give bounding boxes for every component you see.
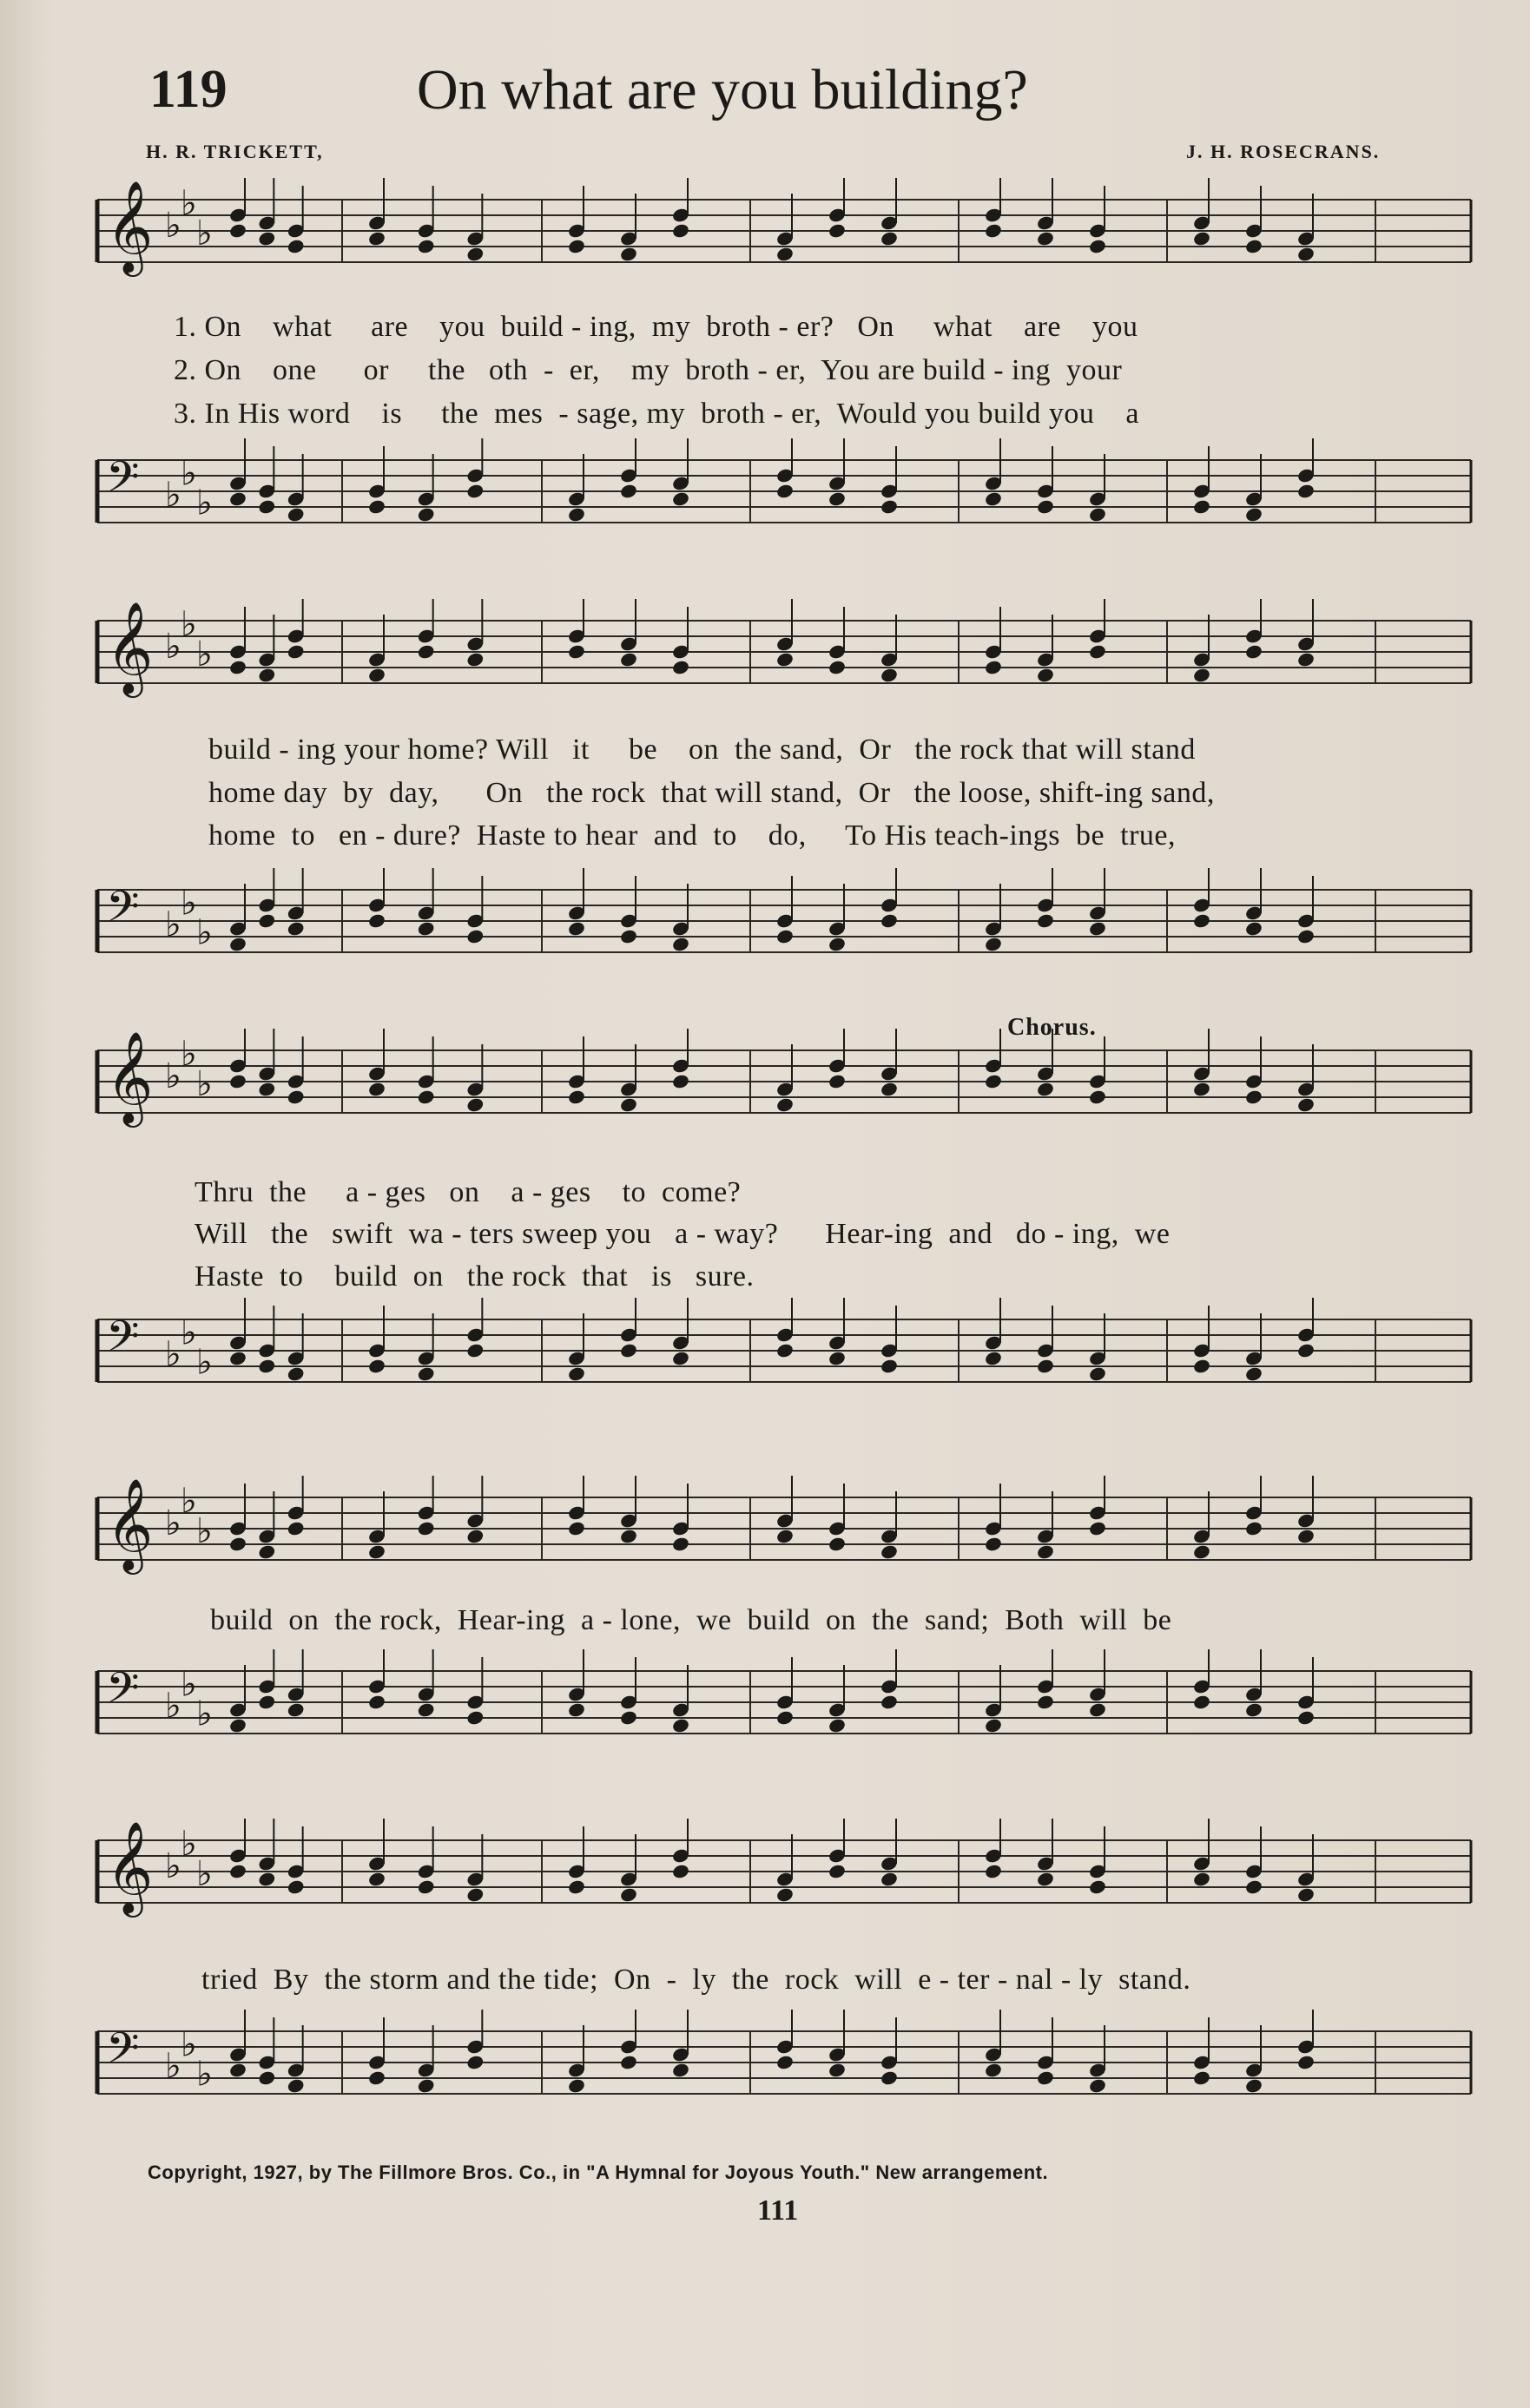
bass-staff-2 bbox=[90, 868, 1476, 998]
flat-icon: ♭ bbox=[181, 183, 197, 224]
note-head bbox=[1088, 1520, 1107, 1536]
note-head bbox=[417, 1701, 436, 1718]
note-head bbox=[1244, 1365, 1263, 1382]
flat-icon: ♭ bbox=[181, 883, 197, 924]
treble-staff-2 bbox=[90, 599, 1476, 729]
note-head bbox=[287, 643, 306, 660]
note-head bbox=[1244, 643, 1263, 660]
note-head bbox=[828, 659, 847, 675]
note-head bbox=[619, 246, 638, 262]
treble-clef-icon: 𝄞 bbox=[106, 1030, 154, 1123]
flat-icon: ♭ bbox=[196, 1853, 213, 1894]
note-head bbox=[828, 222, 847, 239]
note-head bbox=[1296, 2054, 1316, 2070]
note-head bbox=[417, 238, 436, 254]
note-head bbox=[775, 1528, 795, 1544]
note-head bbox=[465, 1709, 485, 1726]
treble-staff-3 bbox=[90, 1029, 1476, 1159]
lyric-line: Haste to build on the rock that is sure. bbox=[195, 1260, 755, 1293]
note-head bbox=[465, 2054, 485, 2070]
flat-icon: ♭ bbox=[165, 475, 181, 516]
note-head bbox=[257, 498, 276, 515]
treble-clef-icon: 𝄞 bbox=[106, 1477, 154, 1570]
note-head bbox=[567, 1365, 586, 1382]
note-head bbox=[287, 1089, 306, 1105]
bass-clef-icon: 𝄢 bbox=[106, 1312, 140, 1372]
hymn-title: On what are you building? bbox=[417, 58, 1028, 122]
note-head bbox=[1296, 1709, 1316, 1726]
note-head bbox=[671, 936, 690, 952]
treble-staff-5 bbox=[90, 1819, 1476, 1949]
flat-icon: ♭ bbox=[181, 1034, 197, 1075]
note-head bbox=[1244, 1701, 1263, 1718]
lyric-line: 1. On what are you build - ing, my broth - er? On what are you bbox=[174, 311, 1138, 343]
note-head bbox=[619, 1886, 638, 1903]
treble-staff-1 bbox=[90, 178, 1476, 308]
note-head bbox=[228, 1717, 247, 1734]
lyric-line: 2. On one or the oth - er, my broth - er, You are build - ing your bbox=[174, 354, 1123, 386]
note-head bbox=[1036, 1871, 1055, 1887]
note-head bbox=[1088, 920, 1107, 937]
note-head bbox=[228, 1863, 247, 1879]
note-head bbox=[619, 1096, 638, 1113]
note-head bbox=[984, 490, 1003, 507]
flat-icon: ♭ bbox=[196, 1510, 213, 1551]
lyric-line: 3. In His word is the mes - sage, my broth - er, Would you build you a bbox=[174, 398, 1139, 430]
note-head bbox=[465, 1342, 485, 1359]
note-head bbox=[1088, 506, 1107, 523]
note-head bbox=[1244, 506, 1263, 523]
note-head bbox=[828, 1536, 847, 1552]
note-head bbox=[287, 1365, 306, 1382]
note-head bbox=[619, 1528, 638, 1544]
flat-icon: ♭ bbox=[196, 912, 213, 953]
note-head bbox=[1192, 2069, 1211, 2086]
note-head bbox=[228, 222, 247, 239]
flat-icon: ♭ bbox=[196, 634, 213, 674]
note-head bbox=[880, 1871, 899, 1887]
note-head bbox=[1192, 1358, 1211, 1374]
bass-staff-4 bbox=[90, 1649, 1476, 1780]
copyright-notice: Copyright, 1927, by The Fillmore Bros. Co., in "A Hymnal for Joyous Youth." New arrangement. bbox=[148, 2161, 1049, 2183]
note-head bbox=[1244, 1089, 1263, 1105]
note-head bbox=[1088, 2077, 1107, 2094]
note-head bbox=[228, 1536, 247, 1552]
note-head bbox=[287, 238, 306, 254]
note-head bbox=[1036, 1694, 1055, 1710]
note-head bbox=[775, 1342, 795, 1359]
flat-icon: ♭ bbox=[196, 2054, 213, 2095]
flat-icon: ♭ bbox=[181, 1824, 197, 1865]
note-head bbox=[257, 1081, 276, 1097]
note-head bbox=[1296, 928, 1316, 944]
note-head bbox=[567, 643, 586, 660]
hymn-number: 119 bbox=[149, 60, 228, 119]
note-head bbox=[671, 1073, 690, 1089]
note-head bbox=[984, 2062, 1003, 2078]
note-head bbox=[828, 1863, 847, 1879]
note-head bbox=[1088, 643, 1107, 660]
note-head bbox=[417, 643, 436, 660]
flat-icon: ♭ bbox=[181, 1664, 197, 1705]
note-head bbox=[257, 667, 276, 683]
note-head bbox=[257, 2069, 276, 2086]
lyric-line: build - ing your home? Will it be on the sand, Or the rock that will stand bbox=[208, 734, 1196, 766]
note-head bbox=[984, 1863, 1003, 1879]
note-head bbox=[984, 1350, 1003, 1366]
note-head bbox=[1088, 1089, 1107, 1105]
note-head bbox=[828, 1717, 847, 1734]
note-head bbox=[567, 506, 586, 523]
flat-icon: ♭ bbox=[165, 2046, 181, 2087]
note-head bbox=[1192, 1543, 1211, 1560]
bass-clef-icon: 𝄢 bbox=[106, 882, 140, 943]
note-head bbox=[619, 483, 638, 499]
note-head bbox=[1088, 1878, 1107, 1895]
note-head bbox=[367, 1081, 386, 1097]
flat-icon: ♭ bbox=[196, 1342, 213, 1383]
note-head bbox=[671, 1350, 690, 1366]
note-head bbox=[1036, 498, 1055, 515]
note-head bbox=[465, 246, 485, 262]
note-head bbox=[619, 1709, 638, 1726]
note-head bbox=[1192, 230, 1211, 247]
note-head bbox=[367, 1694, 386, 1710]
bass-staff-3 bbox=[90, 1298, 1476, 1428]
flat-icon: ♭ bbox=[165, 905, 181, 945]
bass-staff-5 bbox=[90, 2010, 1476, 2140]
note-head bbox=[880, 1081, 899, 1097]
composer-credit: J. H. ROSECRANS. bbox=[1186, 141, 1381, 162]
note-head bbox=[567, 2077, 586, 2094]
note-head bbox=[367, 2069, 386, 2086]
lyric-line: Will the swift wa - ters sweep you a - way? Hear-ing and do - ing, we bbox=[195, 1218, 1171, 1250]
note-head bbox=[1244, 1878, 1263, 1895]
note-head bbox=[984, 1536, 1003, 1552]
note-head bbox=[567, 1878, 586, 1895]
note-head bbox=[880, 1358, 899, 1374]
note-head bbox=[1296, 483, 1316, 499]
note-head bbox=[417, 1365, 436, 1382]
note-head bbox=[1036, 912, 1055, 929]
note-head bbox=[828, 936, 847, 952]
lyric-line: build on the rock, Hear-ing a - lone, we build on the sand; Both will be bbox=[210, 1604, 1172, 1636]
note-head bbox=[257, 1358, 276, 1374]
note-head bbox=[775, 1096, 795, 1113]
note-head bbox=[1244, 2077, 1263, 2094]
note-head bbox=[1192, 1694, 1211, 1710]
note-head bbox=[775, 483, 795, 499]
note-head bbox=[228, 2062, 247, 2078]
note-head bbox=[417, 506, 436, 523]
note-head bbox=[671, 1863, 690, 1879]
note-head bbox=[984, 222, 1003, 239]
note-head bbox=[1244, 1520, 1263, 1536]
note-head bbox=[1296, 246, 1316, 262]
note-head bbox=[828, 1350, 847, 1366]
flat-icon: ♭ bbox=[165, 1334, 181, 1375]
treble-clef-icon: 𝄞 bbox=[106, 1820, 154, 1913]
note-head bbox=[465, 1886, 485, 1903]
flat-icon: ♭ bbox=[165, 1503, 181, 1543]
note-head bbox=[775, 2054, 795, 2070]
note-head bbox=[671, 490, 690, 507]
flat-icon: ♭ bbox=[165, 1056, 181, 1096]
note-head bbox=[671, 2062, 690, 2078]
flat-icon: ♭ bbox=[181, 2024, 197, 2065]
treble-clef-icon: 𝄞 bbox=[106, 601, 154, 694]
note-head bbox=[775, 651, 795, 668]
note-head bbox=[567, 1089, 586, 1105]
note-head bbox=[619, 928, 638, 944]
flat-icon: ♭ bbox=[196, 213, 213, 253]
note-head bbox=[257, 1871, 276, 1887]
flat-icon: ♭ bbox=[165, 1686, 181, 1727]
flat-icon: ♭ bbox=[165, 626, 181, 667]
note-head bbox=[1244, 920, 1263, 937]
note-head bbox=[880, 230, 899, 247]
lyric-line: tried By the storm and the tide; On - ly the rock will e - ter - nal - ly stand. bbox=[201, 1964, 1191, 1996]
note-head bbox=[671, 1717, 690, 1734]
note-head bbox=[367, 498, 386, 515]
note-head bbox=[828, 490, 847, 507]
note-head bbox=[1296, 651, 1316, 668]
note-head bbox=[465, 1096, 485, 1113]
note-head bbox=[257, 1543, 276, 1560]
flat-icon: ♭ bbox=[181, 453, 197, 494]
flat-icon: ♭ bbox=[181, 1481, 197, 1522]
note-head bbox=[287, 1701, 306, 1718]
flat-icon: ♭ bbox=[181, 604, 197, 645]
note-head bbox=[880, 1694, 899, 1710]
flat-icon: ♭ bbox=[196, 1063, 213, 1104]
bass-clef-icon: 𝄢 bbox=[106, 452, 140, 513]
note-head bbox=[1036, 2069, 1055, 2086]
note-head bbox=[417, 1520, 436, 1536]
note-head bbox=[1192, 912, 1211, 929]
note-head bbox=[1244, 238, 1263, 254]
note-head bbox=[287, 1520, 306, 1536]
bass-clef-icon: 𝄢 bbox=[106, 1663, 140, 1724]
note-head bbox=[619, 2054, 638, 2070]
note-head bbox=[1192, 1081, 1211, 1097]
note-head bbox=[671, 1536, 690, 1552]
note-head bbox=[228, 659, 247, 675]
note-head bbox=[287, 1878, 306, 1895]
note-head bbox=[984, 1073, 1003, 1089]
note-head bbox=[417, 1089, 436, 1105]
note-head bbox=[1192, 498, 1211, 515]
note-head bbox=[287, 2077, 306, 2094]
lyricist-credit: H. R. TRICKETT, bbox=[146, 141, 324, 162]
note-head bbox=[775, 1886, 795, 1903]
note-head bbox=[465, 483, 485, 499]
note-head bbox=[828, 2062, 847, 2078]
note-head bbox=[1036, 1543, 1055, 1560]
note-head bbox=[1296, 1096, 1316, 1113]
note-head bbox=[417, 1878, 436, 1895]
flat-icon: ♭ bbox=[165, 205, 181, 246]
note-head bbox=[367, 912, 386, 929]
note-head bbox=[1296, 1528, 1316, 1544]
note-head bbox=[228, 936, 247, 952]
note-head bbox=[257, 1694, 276, 1710]
treble-staff-4 bbox=[90, 1476, 1476, 1606]
note-head bbox=[1192, 667, 1211, 683]
note-head bbox=[1192, 1871, 1211, 1887]
flat-icon: ♭ bbox=[181, 1313, 197, 1353]
note-head bbox=[228, 1073, 247, 1089]
note-head bbox=[984, 659, 1003, 675]
note-head bbox=[775, 928, 795, 944]
note-head bbox=[775, 246, 795, 262]
bass-staff-1 bbox=[90, 438, 1476, 569]
note-head bbox=[984, 1717, 1003, 1734]
note-head bbox=[1036, 1081, 1055, 1097]
note-head bbox=[228, 490, 247, 507]
note-head bbox=[257, 912, 276, 929]
note-head bbox=[1036, 667, 1055, 683]
page-number: 111 bbox=[757, 2194, 799, 2227]
note-head bbox=[880, 2069, 899, 2086]
note-head bbox=[1296, 1342, 1316, 1359]
chorus-label: Chorus. bbox=[1007, 1014, 1097, 1041]
note-head bbox=[465, 1528, 485, 1544]
note-head bbox=[828, 1073, 847, 1089]
note-head bbox=[465, 928, 485, 944]
note-head bbox=[775, 1709, 795, 1726]
note-head bbox=[567, 1520, 586, 1536]
note-head bbox=[367, 230, 386, 247]
note-head bbox=[619, 651, 638, 668]
note-head bbox=[287, 920, 306, 937]
note-head bbox=[1088, 238, 1107, 254]
note-head bbox=[567, 920, 586, 937]
note-head bbox=[1036, 230, 1055, 247]
note-head bbox=[465, 651, 485, 668]
note-head bbox=[1088, 1701, 1107, 1718]
note-head bbox=[367, 1358, 386, 1374]
treble-clef-icon: 𝄞 bbox=[106, 180, 154, 273]
note-head bbox=[417, 920, 436, 937]
note-head bbox=[1296, 1886, 1316, 1903]
note-head bbox=[417, 2077, 436, 2094]
note-head bbox=[984, 936, 1003, 952]
note-head bbox=[367, 1871, 386, 1887]
lyric-line: Thru the a - ges on a - ges to come? bbox=[195, 1176, 742, 1208]
note-head bbox=[880, 1543, 899, 1560]
flat-icon: ♭ bbox=[196, 1694, 213, 1734]
note-head bbox=[257, 230, 276, 247]
note-head bbox=[367, 667, 386, 683]
flat-icon: ♭ bbox=[165, 1845, 181, 1886]
note-head bbox=[880, 667, 899, 683]
note-head bbox=[880, 498, 899, 515]
note-head bbox=[567, 1701, 586, 1718]
note-head bbox=[1036, 1358, 1055, 1374]
note-head bbox=[671, 222, 690, 239]
lyric-line: home to en - dure? Haste to hear and to do, To His teach-ings be true, bbox=[208, 819, 1176, 852]
note-head bbox=[671, 659, 690, 675]
flat-icon: ♭ bbox=[196, 483, 213, 523]
note-head bbox=[567, 238, 586, 254]
bass-clef-icon: 𝄢 bbox=[106, 2023, 140, 2084]
lyric-line: home day by day, On the rock that will stand, Or the loose, shift-ing sand, bbox=[208, 777, 1215, 809]
note-head bbox=[287, 506, 306, 523]
note-head bbox=[880, 912, 899, 929]
note-head bbox=[619, 1342, 638, 1359]
note-head bbox=[1088, 1365, 1107, 1382]
note-head bbox=[228, 1350, 247, 1366]
note-head bbox=[367, 1543, 386, 1560]
